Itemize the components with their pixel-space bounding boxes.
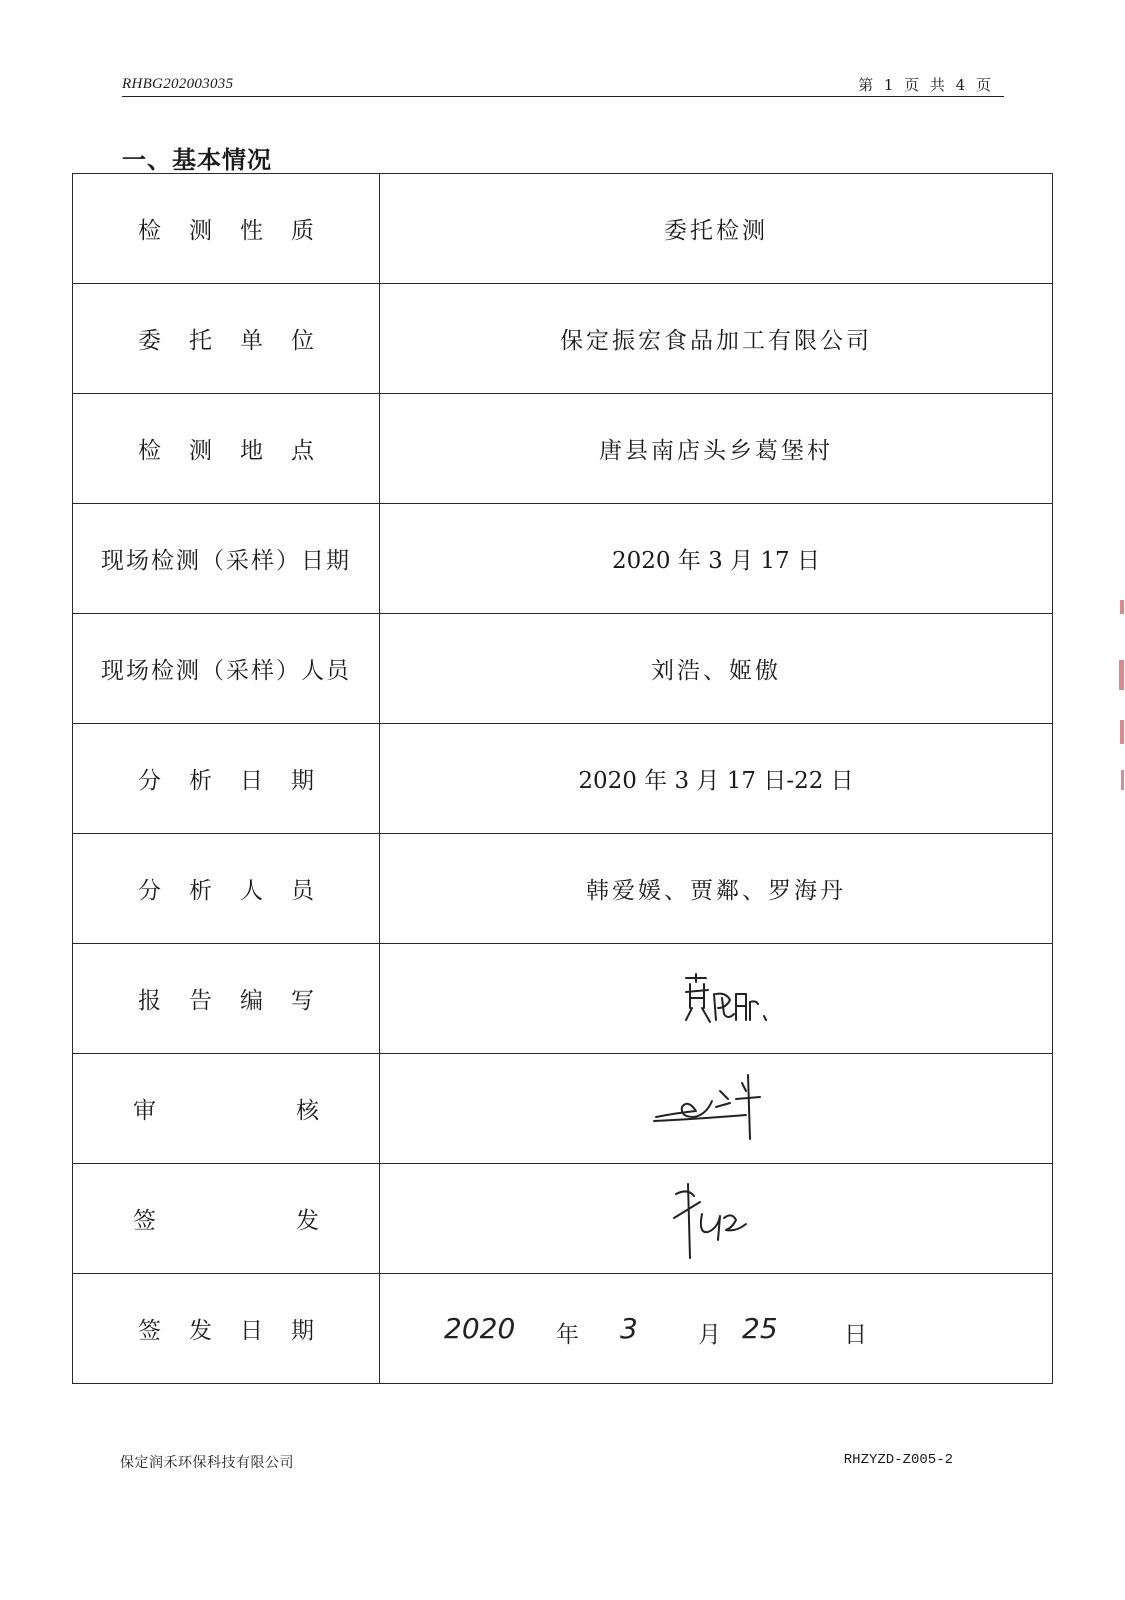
table-row — [73, 1164, 1053, 1274]
row-label: 审 核 — [73, 1054, 380, 1164]
issue-date-month-unit: 月 — [698, 1322, 721, 1348]
row-label: 签发日期 — [73, 1274, 380, 1384]
issue-date-day: 25 — [742, 1312, 778, 1345]
table-row — [73, 394, 1053, 504]
row-value: 韩爱媛、贾鄰、罗海丹 — [380, 834, 1053, 944]
footer-doc-code: RHZYZD-Z005-2 — [843, 1452, 953, 1468]
issue-date — [380, 1274, 1052, 1383]
row-label: 检测地点 — [73, 394, 380, 504]
row-value: 保定振宏食品加工有限公司 — [380, 284, 1053, 394]
row-value: 刘浩、姬傲 — [380, 614, 1053, 724]
table-row — [73, 174, 1053, 284]
section-title: 一、基本情况 — [122, 146, 272, 174]
row-label: 委托单位 — [73, 284, 380, 394]
footer-company: 保定润禾环保科技有限公司 — [120, 1455, 294, 1471]
page-number: 第 1 页 共 4 页 — [858, 76, 994, 94]
table-row — [73, 1054, 1053, 1164]
row-label: 现场检测（采样）人员 — [73, 614, 380, 724]
row-value: 2020 年 3 月 17 日 — [380, 504, 1053, 614]
row-value: 唐县南店头乡葛堡村 — [380, 394, 1053, 504]
row-value: 2020 年 3 月 17 日-22 日 — [380, 724, 1053, 834]
row-label: 现场检测（采样）日期 — [73, 504, 380, 614]
row-label: 分析日期 — [73, 724, 380, 834]
issue-date-day-unit: 日 — [844, 1322, 867, 1348]
issue-date-cell — [380, 1274, 1053, 1384]
row-label: 签 发 — [73, 1164, 380, 1274]
table-row — [73, 284, 1053, 394]
table-row — [73, 834, 1053, 944]
author-signature — [646, 964, 786, 1034]
issue-date-month: 3 — [620, 1312, 638, 1345]
table-row — [73, 724, 1053, 834]
stamp-edge-mark — [1117, 600, 1125, 800]
issuer-signature — [636, 1174, 796, 1264]
page-header — [122, 74, 1004, 97]
reviewer-signature — [636, 1069, 796, 1149]
issuer-signature-cell — [380, 1164, 1053, 1274]
report-id: RHBG202003035 — [122, 76, 234, 92]
table-row — [73, 614, 1053, 724]
row-label: 检测性质 — [73, 174, 380, 284]
table-row — [73, 504, 1053, 614]
row-value: 委托检测 — [380, 174, 1053, 284]
row-label: 报告编写 — [73, 944, 380, 1054]
table-row — [73, 944, 1053, 1054]
issue-date-year-unit: 年 — [556, 1322, 579, 1348]
row-label: 分析人员 — [73, 834, 380, 944]
reviewer-signature-cell — [380, 1054, 1053, 1164]
basic-info-table — [72, 173, 1053, 1384]
table-row — [73, 1274, 1053, 1384]
author-signature-cell — [380, 944, 1053, 1054]
issue-date-year: 2020 — [444, 1312, 516, 1345]
